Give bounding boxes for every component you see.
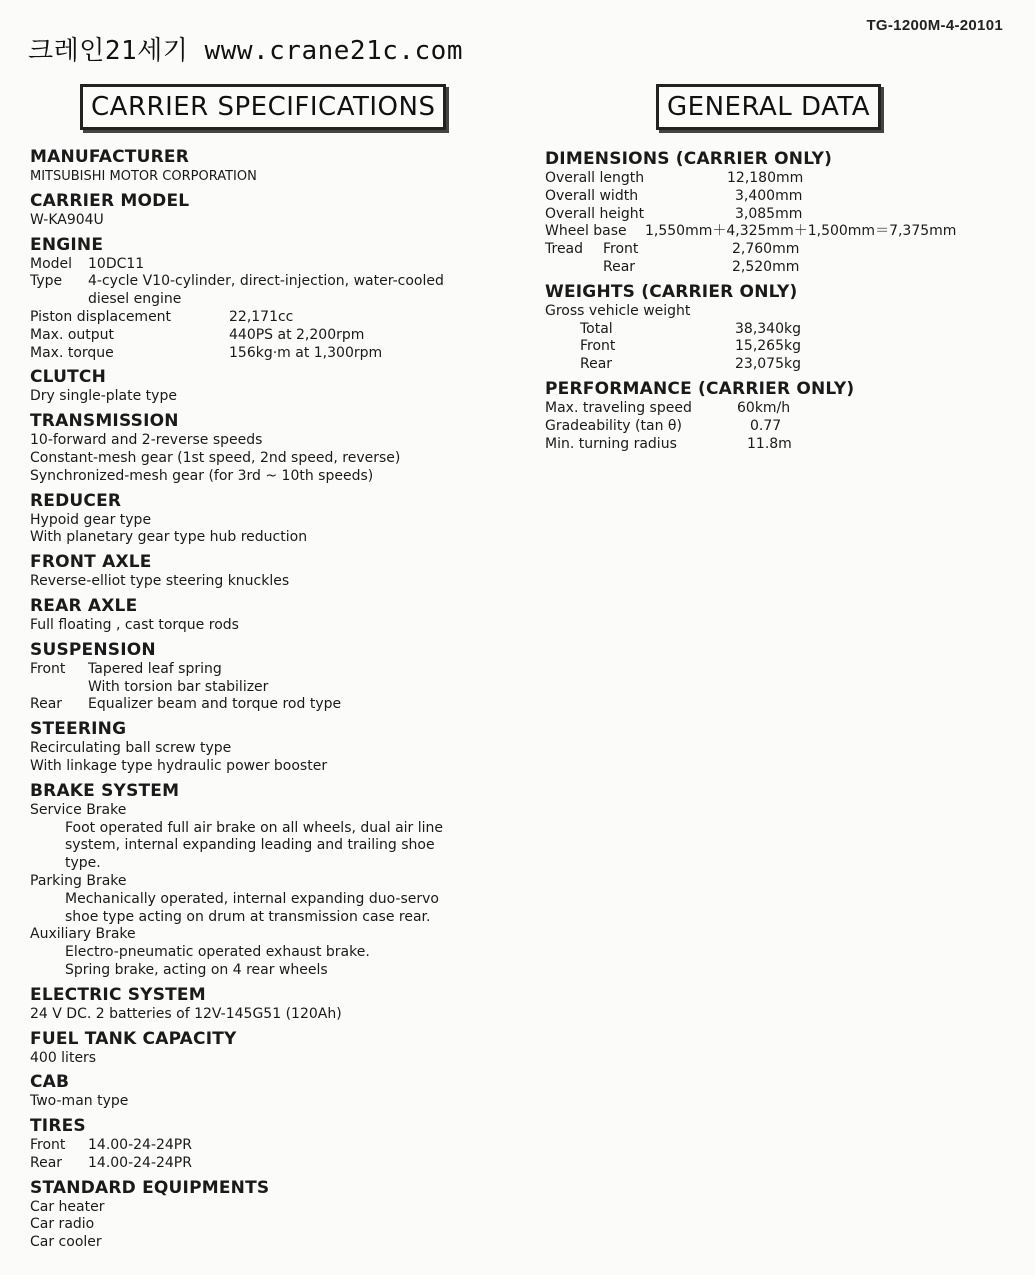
spec-row (30, 661, 500, 679)
section-heading: BRAKE SYSTEM (30, 780, 180, 801)
spec-label: Max. traveling speed (545, 399, 692, 416)
spec-value: 2,520mm (732, 258, 800, 275)
spec-value: 10DC11 (88, 255, 145, 272)
spec-row (545, 206, 1015, 224)
spec-value: 23,075kg (735, 356, 801, 373)
spec-label: Overall length (545, 170, 645, 186)
spec-value: Full floating , cast torque rods (30, 616, 239, 633)
section-heading: REDUCER (30, 490, 122, 511)
spec-value: 11.8m (747, 435, 792, 452)
spec-label: Service Brake (30, 801, 127, 818)
spec-value: 0.77 (750, 417, 782, 434)
spec-value: Car cooler (30, 1234, 102, 1251)
spec-value: 4-cycle V10-cylinder, direct-injection, water-cooled (88, 273, 444, 290)
spec-value: Synchronized-mesh gear (for 3rd ~ 10th speeds) (30, 467, 374, 484)
spec-row (30, 309, 500, 327)
spec-value: With torsion bar stabilizer (88, 678, 269, 695)
spec-value: type. (65, 855, 101, 872)
general-data-title: GENERAL DATA (656, 84, 881, 130)
spec-row (30, 696, 500, 714)
spec-value: Two-man type (30, 1093, 129, 1110)
section-heading: STEERING (30, 719, 127, 740)
clutch-section (30, 366, 500, 406)
spec-label: Front (30, 660, 66, 677)
spec-value: 156kg·m at 1,300rpm (229, 344, 383, 361)
spec-label: Front (30, 1137, 66, 1154)
spec-label: Model (30, 255, 73, 272)
section-heading: TRANSMISSION (30, 411, 179, 432)
spec-label: Tread (545, 241, 584, 258)
spec-row (30, 679, 500, 697)
manufacturer-section (30, 146, 500, 186)
section-heading: FUEL TANK CAPACITY (30, 1028, 237, 1049)
spec-row (545, 188, 1015, 206)
spec-label: Overall height (545, 205, 645, 222)
brake-system-section (30, 780, 500, 980)
spec-value: 14.00-24-24PR (88, 1154, 192, 1171)
spec-value: Electro-pneumatic operated exhaust brake. (65, 944, 370, 961)
section-heading: SUSPENSION (30, 639, 156, 660)
spec-value: 60km/h (737, 399, 791, 416)
spec-value: diesel engine (88, 291, 182, 308)
section-heading: CLUTCH (30, 367, 107, 388)
spec-value: Spring brake, acting on 4 rear wheels (65, 961, 328, 978)
cab-section (30, 1071, 500, 1111)
spec-value: Reverse-elliot type steering knuckles (30, 573, 290, 590)
spec-label: Gross vehicle weight (545, 302, 691, 319)
spec-value: 400 liters (30, 1049, 97, 1066)
spec-value: 440PS at 2,200rpm (229, 326, 365, 343)
spec-row (545, 259, 1015, 277)
spec-label: Min. turning radius (545, 435, 677, 452)
section-heading: WEIGHTS (CARRIER ONLY) (545, 281, 798, 302)
spec-row (545, 223, 1015, 241)
spec-value: Equalizer beam and torque rod type (88, 696, 342, 713)
spec-value: 1,550mm＋4,325mm＋1,500mm＝7,375mm (645, 223, 957, 240)
spec-label: Type (30, 273, 63, 290)
spec-value: 10-forward and 2-reverse speeds (30, 432, 263, 449)
spec-value: 3,085mm (735, 205, 803, 222)
dimensions-section (545, 148, 1015, 277)
spec-row (30, 345, 500, 363)
spacer (30, 679, 88, 697)
standard-equipments-section (30, 1177, 500, 1252)
spec-value: Dry single-plate type (30, 388, 177, 405)
section-heading: TIRES (30, 1116, 86, 1137)
section-heading: ENGINE (30, 234, 104, 255)
carrier-specifications-column (30, 146, 500, 1256)
transmission-section (30, 410, 500, 485)
spec-value: Hypoid gear type (30, 511, 152, 528)
spec-value: Mechanically operated, internal expanding duo-servo (65, 890, 439, 907)
spec-sublabel: Total (580, 320, 613, 337)
spacer (545, 259, 603, 277)
spec-sublabel: Rear (580, 356, 613, 373)
reducer-section (30, 490, 500, 548)
spec-row (30, 273, 500, 291)
spec-label: Rear (30, 1154, 63, 1171)
spec-row (30, 1137, 500, 1155)
spec-value: Recirculating ball screw type (30, 740, 232, 757)
spec-row (545, 418, 1015, 436)
spacer (30, 291, 88, 309)
suspension-section (30, 639, 500, 714)
spec-value: 15,265kg (735, 338, 801, 355)
spec-row (545, 400, 1015, 418)
spec-label: Auxiliary Brake (30, 926, 136, 943)
spec-sublabel: Rear (603, 258, 636, 275)
spec-value: Tapered leaf spring (88, 660, 222, 677)
section-heading: FRONT AXLE (30, 552, 152, 573)
spec-value: MITSUBISHI MOTOR CORPORATION (30, 169, 257, 184)
spec-value: W-KA904U (30, 211, 104, 228)
spec-label: Max. output (30, 326, 115, 343)
spec-value: 22,171cc (229, 308, 294, 325)
spec-label: Wheel base (545, 223, 627, 240)
document-id: TG-1200M-4-20101 (866, 17, 1003, 34)
spec-value: 24 V DC. 2 batteries of 12V-145G51 (120Ah) (30, 1005, 342, 1022)
carrier-specifications-title: CARRIER SPECIFICATIONS (80, 84, 446, 130)
spec-value: Foot operated full air brake on all wheels, dual air line (65, 819, 444, 836)
spec-label: Piston displacement (30, 308, 172, 325)
spec-label: Parking Brake (30, 872, 127, 889)
rear-axle-section (30, 595, 500, 635)
spec-row (30, 291, 500, 309)
spec-value: Car heater (30, 1198, 105, 1215)
spec-sublabel: Front (603, 241, 639, 258)
spec-row (30, 327, 500, 345)
spec-value: 38,340kg (735, 320, 801, 337)
spec-sublabel: Front (580, 338, 616, 355)
site-watermark: 크레인21세기 www.crane21c.com (28, 36, 463, 66)
electric-system-section (30, 984, 500, 1024)
spec-label: Overall width (545, 187, 639, 204)
spec-value: 12,180mm (727, 170, 804, 186)
spec-value: With planetary gear type hub reduction (30, 529, 308, 546)
spec-row (30, 1155, 500, 1173)
tires-section (30, 1115, 500, 1173)
spec-row (545, 241, 1015, 259)
performance-section (545, 378, 1015, 453)
spec-row (545, 356, 1015, 374)
spec-value: 3,400mm (735, 187, 803, 204)
spec-row (545, 321, 1015, 339)
spec-label: Gradeability (tan θ) (545, 417, 682, 434)
spec-label: Rear (30, 696, 63, 713)
weights-section (545, 281, 1015, 374)
spec-row (545, 170, 1015, 188)
section-heading: CAB (30, 1072, 70, 1093)
section-heading: MANUFACTURER (30, 147, 189, 167)
section-heading: PERFORMANCE (CARRIER ONLY) (545, 378, 855, 399)
fuel-tank-section (30, 1028, 500, 1068)
section-heading: CARRIER MODEL (30, 190, 190, 211)
section-heading: REAR AXLE (30, 595, 138, 616)
spec-row (545, 338, 1015, 356)
spec-value: shoe type acting on drum at transmission case rear. (65, 908, 431, 925)
section-heading: ELECTRIC SYSTEM (30, 984, 206, 1005)
front-axle-section (30, 551, 500, 591)
spec-value: With linkage type hydraulic power booster (30, 757, 328, 774)
spec-value: Constant-mesh gear (1st speed, 2nd speed, reverse) (30, 449, 401, 466)
spec-row (545, 436, 1015, 454)
engine-section (30, 234, 500, 363)
section-heading: DIMENSIONS (CARRIER ONLY) (545, 149, 833, 169)
spec-value: 2,760mm (732, 241, 800, 258)
spec-value: system, internal expanding leading and trailing shoe (65, 837, 435, 854)
carrier-model-section (30, 190, 500, 230)
spec-value: Car radio (30, 1216, 95, 1233)
spec-label: Max. torque (30, 344, 114, 361)
spec-value: 14.00-24-24PR (88, 1137, 192, 1154)
steering-section (30, 718, 500, 776)
section-heading: STANDARD EQUIPMENTS (30, 1177, 270, 1198)
spec-row (30, 256, 500, 274)
general-data-column (545, 148, 1015, 457)
